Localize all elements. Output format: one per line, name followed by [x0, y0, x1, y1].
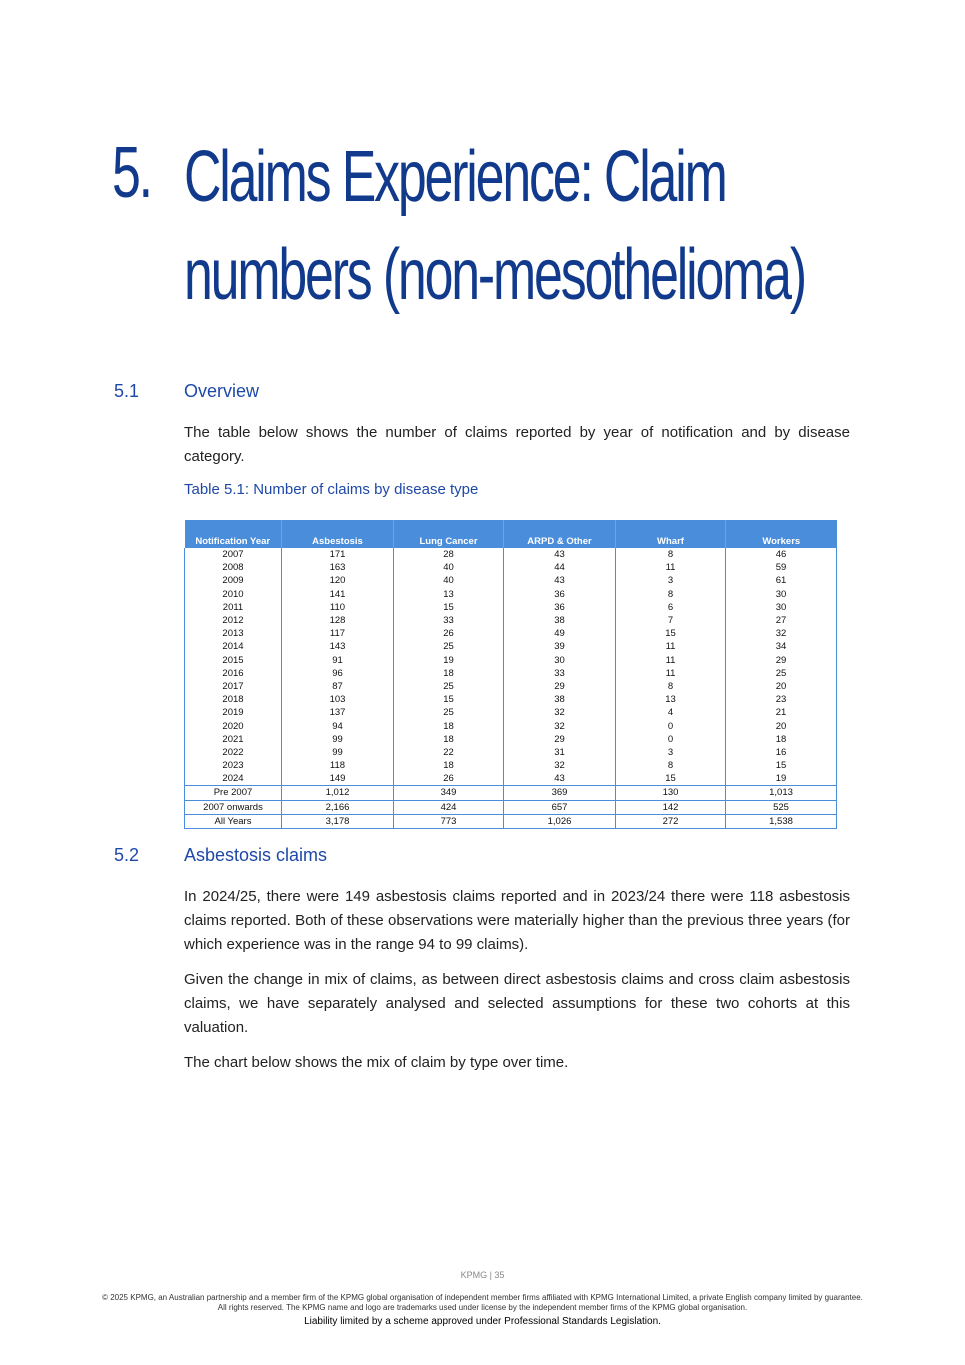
table-cell: 59 [726, 561, 837, 574]
table-cell: 118 [282, 759, 394, 772]
table-cell: 149 [282, 772, 394, 786]
table-cell: 15 [726, 759, 837, 772]
table-row [185, 719, 837, 732]
table-row [185, 640, 837, 653]
table-cell: 99 [282, 746, 394, 759]
table-row [185, 614, 837, 627]
table-cell: 773 [394, 814, 504, 828]
table-cell: 137 [282, 706, 394, 719]
table-cell: 2008 [185, 561, 282, 574]
table-cell: 43 [504, 548, 616, 561]
column-header: ARPD & Other [504, 520, 616, 548]
table-row [185, 814, 837, 828]
table-cell: 103 [282, 693, 394, 706]
table-cell: 31 [504, 746, 616, 759]
table-cell: 94 [282, 719, 394, 732]
table-row [185, 706, 837, 719]
table-cell: 8 [616, 548, 726, 561]
table-cell: 4 [616, 706, 726, 719]
table-row [185, 654, 837, 667]
liability-notice: Liability limited by a scheme approved under Professional Standards Legislation. [304, 1316, 661, 1327]
table-row [185, 601, 837, 614]
table-row [185, 786, 837, 800]
table-cell: 2020 [185, 719, 282, 732]
asbestosis-paragraph-1: In 2024/25, there were 149 asbestosis claims reported and in 2023/24 there were 118 asbestosis claims reported. Both of these observations were materially higher than the previous three years (for which experience was in the range 94 to 99 claims). [184, 888, 850, 953]
table-cell: 2015 [185, 654, 282, 667]
table-cell: 2021 [185, 733, 282, 746]
copyright-notice: © 2025 KPMG, an Australian partnership and a member firm of the KPMG global organisation of independent member firms affiliated with KPMG International Limited, a private English company limited by guarantee. All rights reserved. The KPMG name and logo are trademarks used under license by the independent member firms of the KPMG global organisation. [102, 1293, 863, 1312]
heading-number: 5. [112, 133, 151, 213]
table-cell: 32 [726, 627, 837, 640]
table-cell: 26 [394, 627, 504, 640]
table-cell: 11 [616, 667, 726, 680]
table-cell: 7 [616, 614, 726, 627]
table-cell: 18 [394, 759, 504, 772]
table-cell: 349 [394, 786, 504, 800]
table-cell: 25 [394, 680, 504, 693]
table-cell: 29 [726, 654, 837, 667]
table-cell: 16 [726, 746, 837, 759]
table-cell: 1,026 [504, 814, 616, 828]
table-cell: 99 [282, 733, 394, 746]
table-row [185, 574, 837, 587]
table-cell: 8 [616, 759, 726, 772]
table-cell: 0 [616, 733, 726, 746]
table-cell: 3 [616, 574, 726, 587]
page-number: KPMG | 35 [460, 1270, 505, 1280]
table-cell: 3,178 [282, 814, 394, 828]
column-header: Notification Year [185, 520, 282, 548]
table-cell: 61 [726, 574, 837, 587]
table-cell: 11 [616, 561, 726, 574]
table-cell: 21 [726, 706, 837, 719]
section-title-asbestosis: Asbestosis claims [184, 845, 328, 865]
table-cell: 34 [726, 640, 837, 653]
claims-table [184, 520, 837, 829]
table-cell: 369 [504, 786, 616, 800]
table-cell: 39 [504, 640, 616, 653]
table-caption: Table 5.1: Number of claims by disease type [184, 481, 479, 498]
page-title: Claims Experience: Claim numbers (non-mesothelioma) [184, 137, 805, 315]
table-row [185, 733, 837, 746]
section-title-overview: Overview [184, 381, 260, 401]
table-header-row [185, 520, 837, 548]
table-cell: 30 [726, 601, 837, 614]
table-cell: 33 [504, 667, 616, 680]
table-cell: 8 [616, 588, 726, 601]
table-cell: 2011 [185, 601, 282, 614]
table-cell: 163 [282, 561, 394, 574]
table-cell: 15 [616, 772, 726, 786]
table-cell: 128 [282, 614, 394, 627]
table-cell: 38 [504, 693, 616, 706]
table-cell: 38 [504, 614, 616, 627]
table-cell: 36 [504, 601, 616, 614]
table-cell: 1,012 [282, 786, 394, 800]
table-row [185, 759, 837, 772]
table-cell: 120 [282, 574, 394, 587]
table-cell: 29 [504, 733, 616, 746]
table-cell: 143 [282, 640, 394, 653]
table-cell: 13 [394, 588, 504, 601]
table-cell: 15 [394, 693, 504, 706]
table-cell: 2023 [185, 759, 282, 772]
table-cell: 117 [282, 627, 394, 640]
table-cell: 2022 [185, 746, 282, 759]
table-row [185, 627, 837, 640]
table-cell: 2009 [185, 574, 282, 587]
table-cell: 27 [726, 614, 837, 627]
table-cell: 1,538 [726, 814, 837, 828]
table-cell: 43 [504, 574, 616, 587]
table-cell: 28 [394, 548, 504, 561]
table-cell: 15 [394, 601, 504, 614]
table-cell: 2010 [185, 588, 282, 601]
table-cell: 36 [504, 588, 616, 601]
table-cell: 29 [504, 680, 616, 693]
table-cell: 11 [616, 640, 726, 653]
section-number-5-1: 5.1 [114, 381, 140, 401]
table-cell: 40 [394, 574, 504, 587]
table-cell: 2012 [185, 614, 282, 627]
table-cell: 32 [504, 719, 616, 732]
table-cell: 91 [282, 654, 394, 667]
table-row [185, 588, 837, 601]
table-row [185, 746, 837, 759]
table-cell: 2007 onwards [185, 800, 282, 814]
asbestosis-paragraph-3: The chart below shows the mix of claim by type over time. [184, 1054, 569, 1071]
asbestosis-paragraph-2: Given the change in mix of claims, as between direct asbestosis claims and cross claim asbestosis claims, we have separately analysed and selected assumptions for these two cohorts at this valuation. [184, 971, 850, 1036]
table-cell: 18 [726, 733, 837, 746]
table-cell: 26 [394, 772, 504, 786]
table-cell: 0 [616, 719, 726, 732]
table-cell: 2018 [185, 693, 282, 706]
table-cell: 96 [282, 667, 394, 680]
table-cell: 2017 [185, 680, 282, 693]
table-cell: 44 [504, 561, 616, 574]
table-row [185, 772, 837, 786]
table-row [185, 561, 837, 574]
table-cell: 424 [394, 800, 504, 814]
table-cell: 40 [394, 561, 504, 574]
table-row [185, 667, 837, 680]
table-row [185, 680, 837, 693]
table-cell: 110 [282, 601, 394, 614]
table-cell: 525 [726, 800, 837, 814]
table-cell: 20 [726, 719, 837, 732]
table-cell: 2013 [185, 627, 282, 640]
table-cell: 130 [616, 786, 726, 800]
table-cell: 18 [394, 719, 504, 732]
table-cell: 15 [616, 627, 726, 640]
table-cell: 11 [616, 654, 726, 667]
table-row [185, 548, 837, 561]
table-cell: 20 [726, 680, 837, 693]
table-cell: 171 [282, 548, 394, 561]
table-cell: 272 [616, 814, 726, 828]
table-cell: 33 [394, 614, 504, 627]
overview-paragraph: The table below shows the number of claims reported by year of notification and by disease category. [184, 424, 850, 465]
table-cell: 22 [394, 746, 504, 759]
table-cell: 3 [616, 746, 726, 759]
table-cell: 25 [726, 667, 837, 680]
table-row [185, 693, 837, 706]
column-header: Wharf [616, 520, 726, 548]
table-cell: 13 [616, 693, 726, 706]
table-cell: 2014 [185, 640, 282, 653]
column-header: Lung Cancer [394, 520, 504, 548]
table-cell: 141 [282, 588, 394, 601]
table-cell: 8 [616, 680, 726, 693]
table-cell: 2007 [185, 548, 282, 561]
table-cell: All Years [185, 814, 282, 828]
table-cell: 25 [394, 640, 504, 653]
column-header: Workers [726, 520, 837, 548]
table-cell: 19 [394, 654, 504, 667]
table-cell: 2019 [185, 706, 282, 719]
table-cell: 18 [394, 667, 504, 680]
column-header: Asbestosis [282, 520, 394, 548]
table-cell: 2016 [185, 667, 282, 680]
table-cell: 142 [616, 800, 726, 814]
table-cell: 87 [282, 680, 394, 693]
table-cell: Pre 2007 [185, 786, 282, 800]
table-cell: 18 [394, 733, 504, 746]
table-row [185, 800, 837, 814]
table-cell: 2024 [185, 772, 282, 786]
table-cell: 19 [726, 772, 837, 786]
table-body [185, 548, 837, 828]
table-cell: 6 [616, 601, 726, 614]
table-cell: 32 [504, 759, 616, 772]
table-cell: 32 [504, 706, 616, 719]
table-cell: 1,013 [726, 786, 837, 800]
table-cell: 43 [504, 772, 616, 786]
table-cell: 25 [394, 706, 504, 719]
table-cell: 23 [726, 693, 837, 706]
table-cell: 30 [726, 588, 837, 601]
table-cell: 657 [504, 800, 616, 814]
table-cell: 49 [504, 627, 616, 640]
table-cell: 30 [504, 654, 616, 667]
table-cell: 46 [726, 548, 837, 561]
section-number-5-2: 5.2 [114, 845, 140, 865]
table-cell: 2,166 [282, 800, 394, 814]
